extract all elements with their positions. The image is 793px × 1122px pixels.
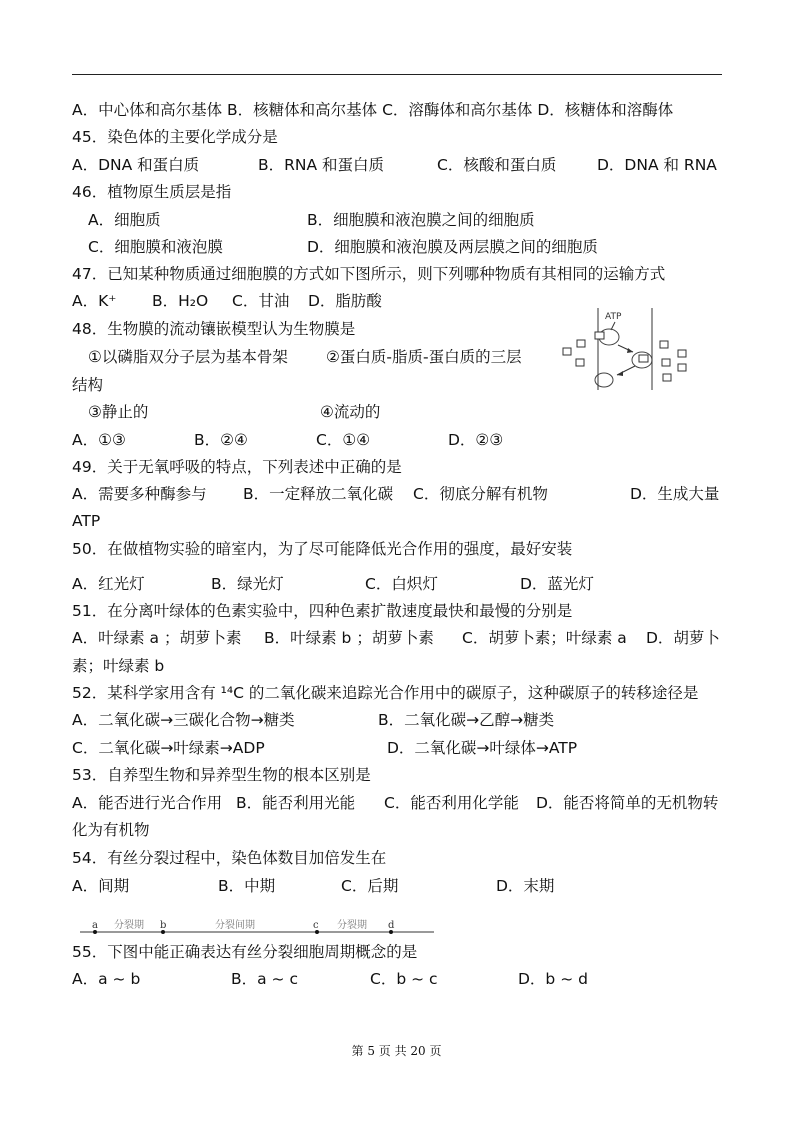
q47-option-c: C．甘油: [232, 292, 290, 310]
label-d: d: [388, 920, 395, 931]
q50-option-a: A．红光灯: [72, 575, 145, 593]
q49-stem: 49．关于无氧呼吸的特点，下列表述中正确的是: [72, 458, 402, 476]
q46-option-b: B．细胞膜和液泡膜之间的细胞质: [307, 211, 535, 229]
q48-item-2: ②蛋白质-脂质-蛋白质的三层: [326, 348, 522, 366]
q49-option-a: A．需要多种酶参与: [72, 485, 207, 503]
q48-item-3: ③静止的: [88, 403, 149, 421]
q55-option-a: A．a ~ b: [72, 970, 141, 988]
q51-option-c: C．胡萝卜素；叶绿素 a: [462, 629, 627, 647]
membrane-transport-diagram: [555, 300, 695, 392]
q51-option-a: A．叶绿素 a ；胡萝卜素: [72, 629, 242, 647]
header-rule: [72, 74, 722, 75]
q48-item-4: ④流动的: [320, 403, 381, 421]
q50-stem: 50．在做植物实验的暗室内，为了尽可能降低光合作用的强度，最好安装: [72, 540, 573, 558]
q45-option-d: D．DNA 和 RNA: [597, 156, 717, 174]
q54-option-d: D．末期: [496, 877, 555, 895]
segment-cd: 分裂期: [337, 920, 367, 931]
q52-option-c: C．二氧化碳→叶绿素→ADP: [72, 739, 265, 757]
q54-option-b: B．中期: [218, 877, 276, 895]
q53-option-c: C．能否利用化学能: [384, 794, 519, 812]
q50-option-b: B．绿光灯: [211, 575, 284, 593]
q45-stem: 45．染色体的主要化学成分是: [72, 128, 278, 146]
q51-stem: 51．在分离叶绿体的色素实验中，四种色素扩散速度最快和最慢的分别是: [72, 602, 573, 620]
q49-option-d-cont: ATP: [72, 512, 101, 530]
q48-option-d: D．②③: [448, 431, 504, 449]
q47-option-d: D．脂肪酸: [308, 292, 382, 310]
q48-stem: 48．生物膜的流动镶嵌模型认为生物膜是: [72, 320, 356, 338]
q48-item-1: ①以磷脂双分子层为基本骨架: [88, 348, 288, 366]
cell-cycle-timeline: [72, 915, 442, 939]
q49-option-d: D．生成大量: [630, 485, 720, 503]
q54-stem: 54．有丝分裂过程中，染色体数目加倍发生在: [72, 849, 387, 867]
label-a: a: [92, 920, 98, 931]
q48-option-c: C．①④: [316, 431, 371, 449]
q53-option-d-cont: 化为有机物: [72, 821, 150, 839]
label-b: b: [160, 920, 167, 931]
q52-option-a: A．二氧化碳→三碳化合物→糖类: [72, 711, 295, 729]
q47-option-b: B．H₂O: [152, 292, 209, 310]
q48-option-b: B．②④: [194, 431, 248, 449]
q50-option-d: D．蓝光灯: [520, 575, 594, 593]
q46-stem: 46．植物原生质层是指: [72, 183, 232, 201]
page-footer: 第 5 页 共 20 页: [351, 1044, 442, 1058]
atp-label: ATP: [605, 312, 622, 322]
q44-options: A．中心体和高尔基体 B．核糖体和高尔基体 C．溶酶体和高尔基体 D．核糖体和溶酶体: [72, 101, 674, 119]
q51-option-d: D．胡萝卜: [646, 629, 720, 647]
q55-option-b: B．a ~ c: [231, 970, 298, 988]
q55-option-c: C．b ~ c: [370, 970, 438, 988]
segment-ab: 分裂期: [114, 920, 144, 931]
q51-option-d-cont: 素；叶绿素 b: [72, 657, 165, 675]
q49-option-c: C．彻底分解有机物: [413, 485, 548, 503]
q46-option-d: D．细胞膜和液泡膜及两层膜之间的细胞质: [307, 238, 598, 256]
q55-stem: 55．下图中能正确表达有丝分裂细胞周期概念的是: [72, 943, 418, 961]
q46-option-c: C．细胞膜和液泡膜: [88, 238, 223, 256]
segment-bc: 分裂间期: [215, 920, 255, 931]
q46-option-a: A．细胞质: [88, 211, 161, 229]
q49-option-b: B．一定释放二氧化碳: [243, 485, 394, 503]
label-c: c: [313, 920, 319, 931]
q53-option-a: A．能否进行光合作用: [72, 794, 223, 812]
q52-option-b: B．二氧化碳→乙醇→糖类: [378, 711, 555, 729]
q53-option-d: D．能否将简单的无机物转: [536, 794, 719, 812]
q54-option-a: A．间期: [72, 877, 130, 895]
q52-option-d: D．二氧化碳→叶绿体→ATP: [387, 739, 578, 757]
q47-option-a: A．K⁺: [72, 292, 117, 310]
q53-option-b: B．能否利用光能: [236, 794, 356, 812]
q45-option-c: C．核酸和蛋白质: [437, 156, 557, 174]
q53-stem: 53．自养型生物和异养型生物的根本区别是: [72, 766, 371, 784]
q54-option-c: C．后期: [341, 877, 399, 895]
q48-option-a: A．①③: [72, 431, 126, 449]
q45-option-b: B．RNA 和蛋白质: [258, 156, 385, 174]
q45-option-a: A．DNA 和蛋白质: [72, 156, 200, 174]
q48-item-2-cont: 结构: [72, 376, 104, 394]
q52-stem: 52．某科学家用含有 ¹⁴C 的二氧化碳来追踪光合作用中的碳原子，这种碳原子的转移途径是: [72, 684, 699, 702]
q47-stem: 47．已知某种物质通过细胞膜的方式如下图所示，则下列哪种物质有其相同的运输方式: [72, 265, 666, 283]
q51-option-b: B．叶绿素 b ；胡萝卜素: [264, 629, 434, 647]
q55-option-d: D．b ~ d: [518, 970, 588, 988]
q50-option-c: C．白炽灯: [365, 575, 438, 593]
